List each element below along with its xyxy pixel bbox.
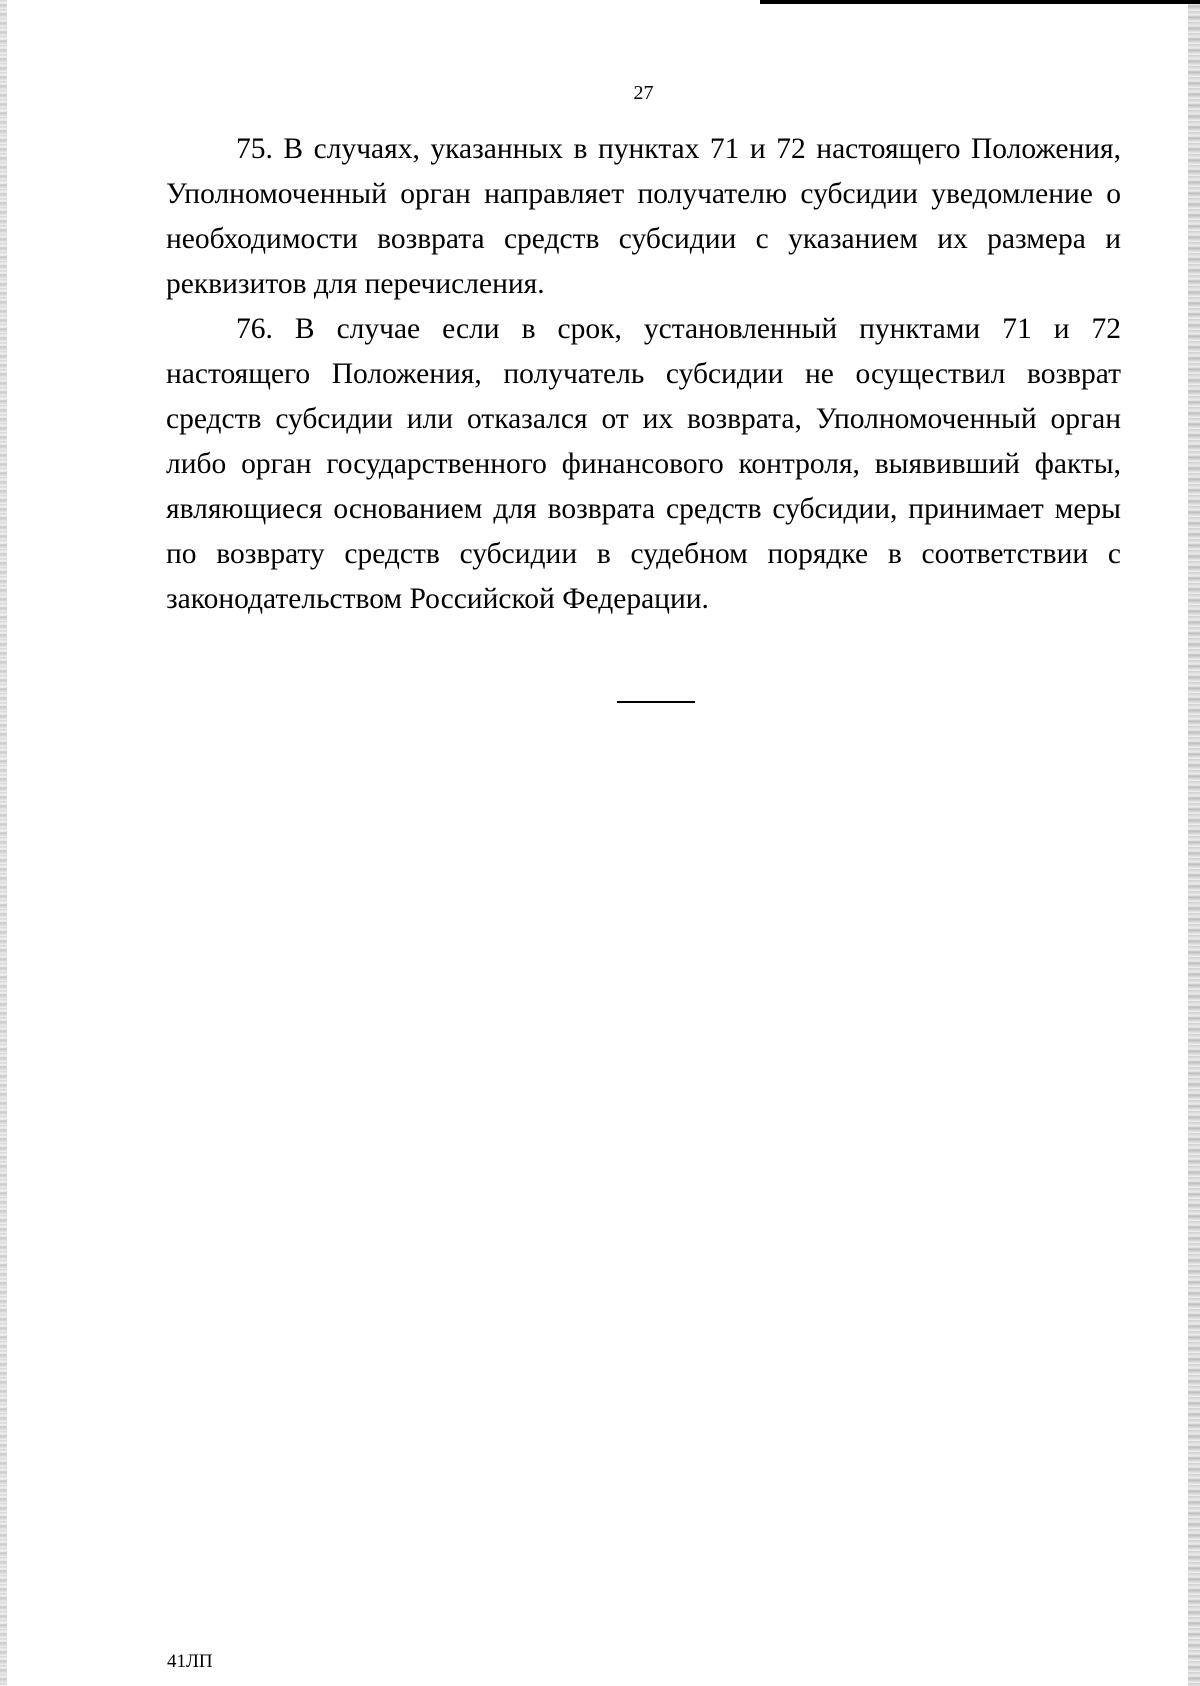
footer-document-code: 41ЛП (167, 1651, 213, 1672)
scan-edge-top (760, 0, 1200, 4)
paragraph-75: 75. В случаях, указанных в пунктах 71 и 72 настоящего Положения, Уполномоченный орган направляет получателю субсидии уведомление о необходимости возврата средств субсидии с указанием их размера и реквизитов для перечисления. (166, 133, 1121, 300)
document-body (166, 127, 1121, 622)
scan-edge-right (1188, 0, 1200, 1686)
scan-edge-left (0, 0, 7, 1686)
page-number: 27 (633, 82, 654, 104)
end-separator-line (617, 701, 695, 703)
paragraph-76: 76. В случае если в срок, установленный пунктами 71 и 72 настоящего Положения, получатель субсидии не осуществил возврат средств субсидии или отказался от их возврата, Уполномоченный орган либо орган государственного финансового контроля, выявивший факты, являющиеся основанием для возврата средств субсидии, принимает меры по возврату средств субсидии в судебном порядке в соответствии с законодательством Российской Федерации. (166, 313, 1121, 615)
